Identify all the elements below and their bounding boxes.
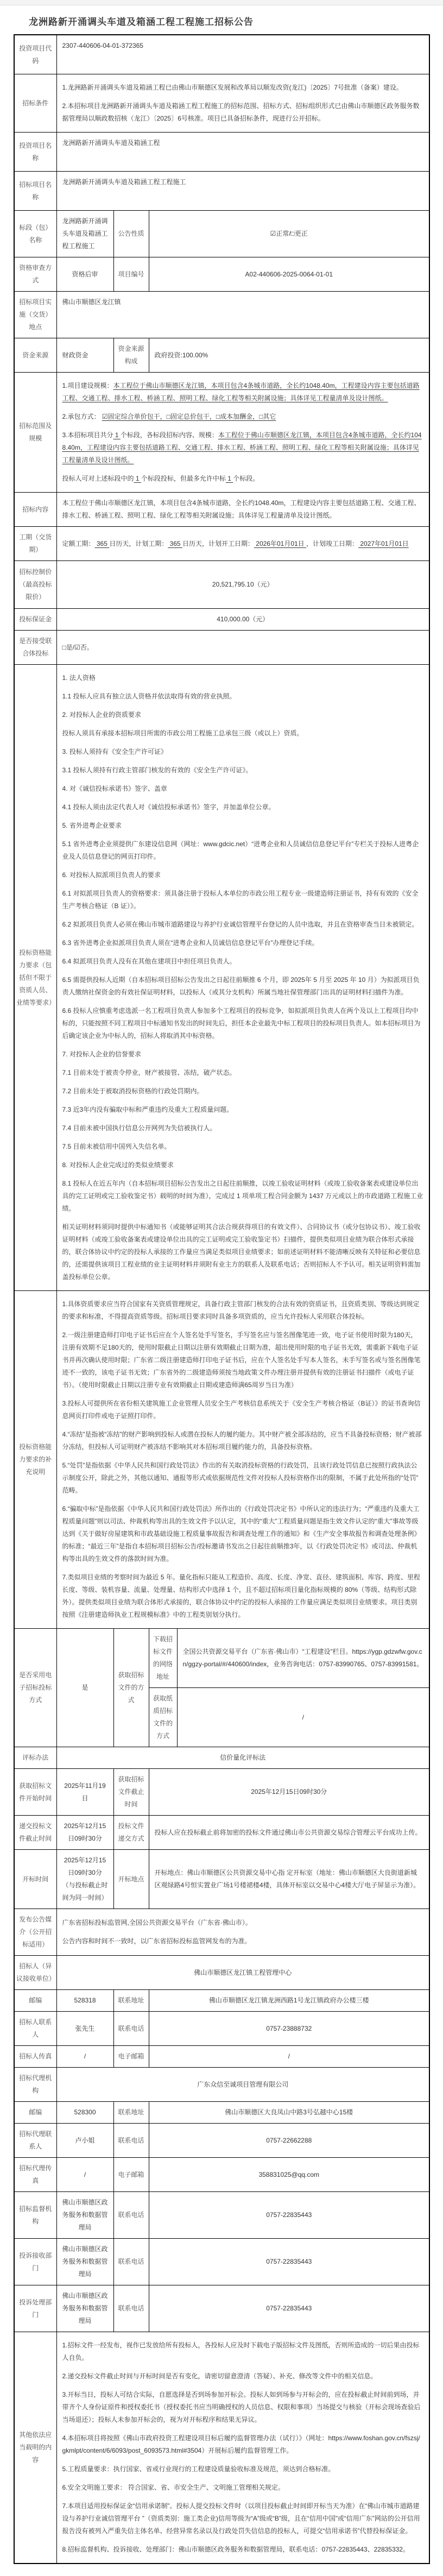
paragraph: 3.1 投标人须持有行政主管部门核发的有效的《安全生产许可证》。 <box>62 766 252 774</box>
paragraph: 6.4 拟派项目负责人没有在其他在建项目中担任项目负责人。 <box>62 958 236 965</box>
title-wrap <box>0 14 282 28</box>
paragraph: 广东省招标投标监管网,全国公共资源交易平台（广东省·佛山市）。 <box>62 1919 252 1926</box>
tenderer-address-label: 联系地址 <box>113 1990 149 2012</box>
project-code-label: 投资项目代码 <box>14 35 56 74</box>
location-value: 佛山市顺德区龙江镇 <box>56 292 429 338</box>
paragraph: 5.1 省外进粤企业须提供广东建设信息网（网址：www.gdcic.net）“进粤企业和人员诚信信息登记平台”专栏关于投标人进粤企业及人员信息登记的网页打印件。 <box>62 840 419 860</box>
complaint-handling-value: 佛山市顺德区政务服务和数据管理局 <box>56 2285 113 2332</box>
invest-name-value: 龙洲路新开涌调头车道及箱涵工程 <box>56 133 429 172</box>
text-segment: 2027年01月01日 <box>358 539 409 547</box>
paragraph: 4. 对《诚信投标承诺书》签字、盖章 <box>62 785 167 792</box>
complaint-receiving-label: 投诉接收部门 <box>14 2239 56 2285</box>
scope-value <box>56 373 429 493</box>
tender-conditions-label: 招标条件 <box>14 74 56 133</box>
document-start-value: 2025年11月19日 <box>56 1769 113 1816</box>
tenderer-value: 佛山市顺德区龙江镇工程管理中心 <box>56 1956 429 1990</box>
text-segment: 1 <box>225 475 233 482</box>
text-segment: 个标段投标，但最多允许中标 <box>141 475 226 482</box>
document-end-label: 获取招标文件截止时间 <box>113 1769 149 1816</box>
paragraph: 3.开标当日，投标人可结合实际，自愿选择是否到场参加开标会。投标人如到场参与开标会的，应在投标截止时间前到场，并带齐个人身份证原件和授权委托书（授权委托书应当明确授权的人员信息、权限和事项）当场提交与核验（开标会现场查验后当场退还）；投标人未参加开标会的，视为对开标程序和结果无异议。 <box>62 2391 421 2423</box>
row-deposit <box>14 609 429 631</box>
paragraph: 5.工程质量要求：执行国家、省或行业现行的工程建设质量验收标准及规范，须达到合格标准。 <box>62 2465 335 2473</box>
agency-postcode-value: 528300 <box>56 2102 113 2124</box>
paragraph: 6.6 投标人应慎重考虑选派一名工程项目负责人参加多个工程项目的投标竞争，如拟派项目负责人在两个及以上工程项目均中标的，只能按照不同工程项目中标通知书发出的时间先后，担任本企业最先中标工程项目的投标项目负责人。如本招标项目为后确定该企业为中标人的，招标人将取消其中标资格。 <box>62 1007 421 1040</box>
paragraph: 2.本招标项目龙洲路新开涌调头车道及箱涵工程工程施工的招标范围、招标方式、招标组织形式已由佛山市顺德区政务服务数据管理局以顺政数招核（龙江）〔2025〕6号核准。项目已具备招标条件，现进行公开招标。 <box>62 102 420 122</box>
row-electronic-bidding <box>14 1629 429 1688</box>
paragraph: 5.“处罚”是指依据《中华人民共和国行政处罚法》作出的有关取消投标资格的行政处罚，且该行政处罚信息已按照行政执法公示制度公开，除此之外，其他以通知、通报等形式或依据规范性文件对投标人投标资格作出的限制，不属于此处所指的“处罚”范畴。 <box>62 1462 419 1494</box>
deposit-value: 410,000.00（元） <box>56 609 429 631</box>
download-url-value: 全国公共资源交易平台（广东省·佛山市）“工程建设”栏目。https://ygp.gdzwfw.gov.cn/ggzy-portal/#/440600/index，业务咨询电话：0757-83990765、0757-83991581。 <box>177 1629 429 1688</box>
tenderer-phone-value: 0757-23888732 <box>149 2012 429 2046</box>
row-evaluation-method <box>14 1747 429 1769</box>
paragraph: 6.1 对拟派项目负责人的资格要求：须具备注册于投标人本单位的市政公用工程专业一级建造师注册证书，持有有效的《安全生产考核合格证（B 证）》。 <box>62 890 419 910</box>
row-tenderer-postcode <box>14 1990 429 2012</box>
project-number-label: 项目编号 <box>113 257 149 292</box>
control-price-value: 20,521,795.10（元） <box>56 561 429 609</box>
row-supervisor <box>14 2192 429 2239</box>
text-segment: 定额工期： <box>62 539 95 547</box>
paragraph: 4.本招标项目将按照《佛山市政府投资工程建设项目标后履约监督管理办法（试行）》（网址：https://www.foshan.gov.cn/fszsj/gkmlpt/content/6/6093/post_6093573.html#3504）开展标后履约监督管理工作。 <box>62 2434 420 2454</box>
paragraph: 7. 对投标人企业的信誉要求 <box>62 1050 141 1058</box>
tenderer-postcode-value: 528318 <box>56 1990 113 2012</box>
text-segment: 日历天，计划开工日期： <box>182 539 254 547</box>
row-opening <box>14 1850 429 1909</box>
tenderer-label: 招标人（异议接收单位） <box>14 1956 56 1990</box>
scope-paragraph-2 <box>62 411 424 423</box>
agency-value: 广东众信至诚项目管理有限公司 <box>56 2068 429 2102</box>
agency-phone-value: 0757-22662288 <box>149 2124 429 2158</box>
row-tenderer-fax <box>14 2046 429 2068</box>
row-control-price <box>14 561 429 609</box>
supervisor-label: 招标监督机构 <box>14 2192 56 2239</box>
paragraph: 2.递交投标文件截止时间与开标时间是否有变化，请密切留意澄清（答疑）、补充、修改等文件中的相关信息。 <box>62 2372 377 2380</box>
opening-time-value: 2025年12月15日09时30分（与投标截止时间为同一时间） <box>56 1850 113 1909</box>
electronic-bidding-value: 是 <box>56 1629 113 1747</box>
tenderer-email-label: 电子邮箱 <box>113 2046 149 2068</box>
agency-fax-value: / <box>56 2158 113 2192</box>
paragraph: 1. 法人资格 <box>62 674 96 682</box>
row-complaint-receiving <box>14 2239 429 2285</box>
paragraph: 6.3 省外进粤企业拟派项目负责人须在“进粤企业和人员诚信信息登记平台”办理登记手续。 <box>62 939 319 947</box>
content-label: 招标内容 <box>14 493 56 527</box>
row-consortium <box>14 631 429 665</box>
complaint-handling-phone-label: 联系电话 <box>113 2285 149 2332</box>
submit-deadline-value: 2025年12月15日09时30分 <box>56 1816 113 1850</box>
document-end-value: 2025年12月15日09时30分 <box>149 1769 429 1816</box>
invest-name-label: 投资项目名称 <box>14 133 56 172</box>
paragraph: 6.5 需提供投标人近期（自本招标项目招标公告发出之日起往前顺推 6 个月，即 2025年 5 月至 2025 年 10 月）为拟派项目负责人缴纳社保资金的有效社保证明材料，以投标人（或其分支机构）所属当地社保管理部门出具的证明材料扫描件为准。 <box>62 976 420 996</box>
duration-label: 工期（交货期） <box>14 527 56 561</box>
text-segment: 2026年01月01日 <box>254 539 307 547</box>
row-media <box>14 1909 429 1956</box>
paper-documents-label: 获取纸质招标文件的方式 <box>149 1688 177 1747</box>
text-segment: 2.承包方式： <box>62 413 102 420</box>
qualification-notes-value <box>56 1291 429 1629</box>
text-segment: 3.本招标项目共分 <box>62 431 113 439</box>
tender-name-label: 招标项目名称 <box>14 172 56 211</box>
text-segment: ☑固定综合单价包干，□固定总价包干，□成本加酬金，□其它 <box>102 413 276 420</box>
agency-email-label: 电子邮箱 <box>113 2158 149 2192</box>
funding-composition-label: 资金来源构成 <box>113 338 149 373</box>
tenderer-postcode-label: 邮编 <box>14 1990 56 2012</box>
text-segment: 1 <box>113 431 121 439</box>
tenderer-contact-label: 招标人联系人 <box>14 2012 56 2046</box>
paragraph: 8.1 投标人在近五年内（自本招标项目招标公告发出之日起往前顺推，以竣工验收证明材料（或竣工验收备案表或建设单位出具的完工证明或完工验收鉴定书）载明的时间为准），完成过 1 项单项工程合同金额为 1437 万元或以上的市政道路工程施工业绩。 <box>62 1180 423 1212</box>
paragraph: 1.龙洲路新开涌调头车道及箱涵工程已由佛山市顺德区发展和改革局以顺发改资(龙江)〔2025〕7号批准（备案）建设。 <box>62 84 403 91</box>
row-tenderer-contact <box>14 2012 429 2046</box>
qualification-requirements-value <box>56 665 429 1291</box>
agency-phone-label: 联系电话 <box>113 2124 149 2158</box>
row-qualification-method <box>14 257 429 292</box>
submit-method-label: 投标文件递交方式 <box>113 1816 149 1850</box>
paragraph: 2.一级注册建造师打印电子证书后应在个人签名处手写签名，手写签名应与签名图像笔迹一致，电子证书使用时限为180天，注册有效期不足180天的，使用时限截止日期以注册有效期截止日期为准，超出使用时限的电子证书无效，需重新下载电子证书并再次确认使用时限；广东省二级注册建造师打印电子证书后，应在个人签名处手写本人签名，未手写签名或与签名图像笔迹不一致的，该电子证书无效；广东省外的二级建造师须按当地政策文件办理注册并提供有效的注册证书扫描件（或电子证书）。（使用时限截止日期以注册专业有效期截止日期或建造师满65周岁当日为准） <box>62 1331 421 1389</box>
paragraph: 7.本项目适用投标保证金“信用承诺制”。投标人提交投标文件时（以项目投标截止时间即开标当天为准）在“佛山市城市道路建设与养护行业诚信管理平台 ”（资质类别：施工类企业)信用等级为“A”级或“B”级，且在“信用中国”或“信用广东”网站的公开信用报告没有被列入严重失信主体名单、经营异常名录以及行政处罚失信信息的投标人，可提交“信用承诺书”代替投标保证金。 <box>62 2502 420 2535</box>
paragraph: 6.2 拟派项目负责人必须在佛山市城市道路建设与养护行业诚信管理平台登记的人员中选取，并且在资格审查当日未被锁定。 <box>62 921 419 928</box>
paper-documents-value: / <box>177 1688 429 1747</box>
paragraph: 8. 对投标人企业完成过的类似业绩要求 <box>62 1161 174 1169</box>
consortium-label: 是否接受联合体投标 <box>14 631 56 665</box>
download-url-label: 下载招标文件的网络地址 <box>149 1629 177 1688</box>
paragraph: 2. 对投标人企业的资质要求 <box>62 711 141 719</box>
text-segment: 365 <box>94 539 110 547</box>
qualification-notes-label: 投标资格能力要求的补充说明 <box>14 1291 56 1629</box>
section-label: 标段（包）名称 <box>14 211 56 257</box>
scope-paragraph-4 <box>62 473 424 485</box>
paragraph: 3. 投标人须持有《安全生产许可证》 <box>62 748 167 755</box>
row-agency-fax <box>14 2158 429 2192</box>
complaint-receiving-value: 佛山市顺德区政务服务和数据管理局 <box>56 2239 113 2285</box>
agency-contact-value: 卢小姐 <box>56 2124 113 2158</box>
paragraph: 8.招标监督机构、投诉接收、处理部门：佛山市顺德区政务服务和数据管理局，联系电话：0757-22835443、22835332。 <box>62 2546 409 2553</box>
paragraph: 1.招标文件一经发布，视作已发放给所有投标人，各投标人应及时下载电子版招标文件及图纸，否则所造成的一切后果由投标人自负。 <box>62 2341 420 2361</box>
project-code-value: 2307-440606-04-01-372365 <box>56 35 429 74</box>
text-segment: ，计划竣工日期： <box>306 539 359 547</box>
complaint-handling-label: 投诉处理部门 <box>14 2285 56 2332</box>
paragraph: 6. 对投标人拟派项目负责人的要求 <box>62 871 161 879</box>
submit-method-value: 投标人应在投标截止前将加密的投标文件通过佛山市公共资源交易综合管理云平台成功上传。 <box>149 1816 429 1850</box>
evaluation-method-value: 信价量化评标法 <box>56 1747 429 1769</box>
text-segment: 投标人可对上述标段中的 <box>62 475 134 482</box>
row-funding <box>14 338 429 373</box>
row-agency-postcode <box>14 2102 429 2124</box>
consortium-value: □是/☑否。 <box>56 631 429 665</box>
media-value <box>56 1909 429 1956</box>
supervisor-value: 佛山市顺德区政务服务和数据管理局 <box>56 2192 113 2239</box>
agency-label: 招标代理机构 <box>14 2068 56 2102</box>
row-scope <box>14 373 429 493</box>
complaint-receiving-phone-value: 0757-22835443 <box>149 2239 429 2285</box>
paragraph: 5. 省外进粤企业要求 <box>62 822 122 829</box>
tenderer-fax-label: 招标人传真 <box>14 2046 56 2068</box>
row-tenderer <box>14 1956 429 1990</box>
paragraph: 4.1 投标人须由法定代表人对《诚信投标承诺书》签字，并加盖单位公章。 <box>62 803 275 811</box>
text-segment: 个标段。 <box>233 475 260 482</box>
row-section <box>14 211 429 257</box>
row-qualification-requirements <box>14 665 429 1291</box>
row-tender-conditions <box>14 74 429 133</box>
row-submit-deadline <box>14 1816 429 1850</box>
page-title: 龙洲路新开涌调头车道及箱涵工程工程施工招标公告 <box>29 17 254 27</box>
paragraph: 4.“冻结”是指被“冻结”的财产影响到投标人或潜在投标人的履约能力。其中财产被全部冻结的，应当不具备投标资格；财产被部分冻结，但投标人可证明财产被冻结不影响其对本招标项目履约能力的，具备投标资格。 <box>62 1431 422 1451</box>
obtain-documents-label: 获取招标文件的方式 <box>113 1629 149 1747</box>
supervisor-phone-value: 0757-22835443 <box>149 2192 429 2239</box>
document-start-label: 获取招标文件开始时间 <box>14 1769 56 1816</box>
scope-paragraph-1 <box>62 380 424 405</box>
agency-postcode-label: 邮编 <box>14 2102 56 2124</box>
row-project-code <box>14 35 429 74</box>
project-number-value: A02-440606-2025-0064-01-01 <box>149 257 429 292</box>
paragraph: 相关证明材料须同时提供中标通知书（或能够证明其合法合规获得项目的有效文件）、合同协议书（或分包协议书）、竣工验收证明材料（或竣工验收备案表或建设单位出具的完工证明或完工验收鉴定书）扫描件，提供类似项目业绩为联合体形式承接的，联合体协议中约定的投标人承接的工作量应当满足类似项目业绩要求；如前述证明材料不能清晰反映有关特征和必要信息的，还需提供该项目工程业绩的业主证明材料并须附有业主方的联系人及联系电话；否则招标人不予认可。相关证明资料需加盖投标单位公章。 <box>62 1223 421 1281</box>
row-invest-name <box>14 133 429 172</box>
agency-contact-label: 招标代理联系人 <box>14 2124 56 2158</box>
submit-deadline-label: 递交投标文件截止时间 <box>14 1816 56 1850</box>
other-content-label: 其他依法应当载明的内容 <box>14 2332 56 2564</box>
content-value: 本工程位于佛山市顺德区龙江镇，本项目包含4条城市道路，全长约1048.40m，工程建设内容主要包括道路工程、交通工程、排水工程、桥涵工程、照明工程、绿化工程等相关附属设施；具体详见工程量清单及设计图纸。 <box>56 493 429 527</box>
agency-address-value: 佛山市顺德区大良凤山中路3号弘越中心15楼 <box>149 2102 429 2124</box>
opening-place-label: 开标地点 <box>113 1850 149 1909</box>
complaint-receiving-phone-label: 联系电话 <box>113 2239 149 2285</box>
tender-conditions-value <box>56 74 429 133</box>
qualification-method-label: 资格审查方式 <box>14 257 56 292</box>
funding-label: 资金来源 <box>14 338 56 373</box>
notice-nature-label: 公告性质 <box>113 211 149 257</box>
funding-composition-value: 政府投资:100.00% <box>149 338 429 373</box>
tender-name-value: 龙洲路新开涌调头车道及箱涵工程工程施工 <box>56 172 429 211</box>
row-location <box>14 292 429 338</box>
text-segment: 本工程位于佛山市顺德区龙江镇，本项目包含4条城市道路，全长约1048.40m，工程建设内容主要包括道路工程、交通工程、排水工程、桥涵工程、照明工程、绿化工程等相关附属设施；具体详见工程量清单及设计图纸。 <box>62 431 422 464</box>
paragraph: 1.具体资质要求应当符合国家有关资质管理规定，具备行政主管部门核发的合法有效的资质证书，且资质类别、等级达到规定的要求和标准，不得提高资质等级。招标项目要求同时具备多项资质的，应当允许投标人采用联合体投标。 <box>62 1300 420 1320</box>
paragraph: 6.“骗取中标”是指依据《中华人民共和国行政处罚法》所作出的《行政处罚决定书》中所认定的违法行为；“严重违约及重大工程质量问题”则以司法、仲裁机构等出具的生效文件予以认定，其中的“重大”工程质量问题是指生效文件认定的“重大”事故等级达到《关于做好房屋建筑和市政基础设施工程质量事故报告和调查处理工作的通知》和《生产安全事故报告和调查处理条例》的标准；“最近三年”是指自本招标项目招标公告/投标邀请书发出之日起往前顺推3年，以《行政处罚决定书》或司法、仲裁机构等出具的生效文件的落款时间为准。 <box>62 1505 421 1563</box>
opening-place-value: 开标地点：佛山市顺德区公共资源交易中心指 定开标室（地址：佛山市顺德区大良街道新城 区观绿路4号恒实置业广场1号楼裙楼4楼，具体开标室以交易中心4楼大厅电子屏显示为准）。 <box>149 1850 429 1909</box>
duration-value <box>56 527 429 561</box>
text-segment: 本工程位于佛山市顺德区龙江镇，本项目包含4条城市道路，全长约1048.40m，工程建设内容主要包括道路工程、交通工程、排水工程、桥涵工程、照明工程、绿化工程等相关附属设施；具体详见工程量清单及设计图纸。 <box>62 382 420 402</box>
paragraph: 7.5 目前未被信用中国列入失信名单。 <box>62 1143 171 1150</box>
agency-fax-label: 招标代理传真 <box>14 2158 56 2192</box>
text-segment: 1.项目建设规模： <box>62 382 113 389</box>
location-label: 招标项目实施（交货）地点 <box>14 292 56 338</box>
text-segment: 365 <box>168 539 182 547</box>
text-segment: 个标段，各标段招标内容、规模： <box>120 431 218 439</box>
row-complaint-handling <box>14 2285 429 2332</box>
paragraph: 7.1 目前未处于被责令停业，财产被接管、冻结，破产状态。 <box>62 1069 236 1076</box>
electronic-bidding-label: 是否采用电子招标投标方式 <box>14 1629 56 1747</box>
paragraph: 7.2 目前未处于被取消投标资格的行政处罚期内。 <box>62 1087 204 1095</box>
tenderer-fax-value: / <box>56 2046 113 2068</box>
tenderer-email-value: / <box>149 2046 429 2068</box>
funding-value: 财政资金 <box>56 338 113 373</box>
tenderer-contact-value: 张先生 <box>56 2012 113 2046</box>
paragraph: 3.投标人可提供所在省份相关建筑施工企业管理人员安全生产考核信息系统关于《安全生产考核合格证（B证）》的证书查询信息网页打印件或电子证照打印件。 <box>62 1400 421 1420</box>
row-content <box>14 493 429 527</box>
row-other-content <box>14 2332 429 2564</box>
agency-email-value: 358831025@qq.com <box>149 2158 429 2192</box>
tenderer-address-value: 佛山市顺德区龙江镇龙洲西路1号龙江镇政府办公楼三楼 <box>149 1990 429 2012</box>
section-value: 龙洲路新开涌调头车道及箱涵工程工程施工 <box>56 211 113 257</box>
row-qualification-notes <box>14 1291 429 1629</box>
scope-paragraph-3 <box>62 429 424 467</box>
qualification-method-value: 资格后审 <box>56 257 113 292</box>
paragraph: 1.1 投标人应具有独立法人资格并依法取得有效的营业执照。 <box>62 692 236 700</box>
row-duration <box>14 527 429 561</box>
media-label: 发布公告媒介（公开招标适用） <box>14 1909 56 1956</box>
paragraph: 公告内容和时间不一致时，以广东省招标投标监管网发布的为准。 <box>62 1937 251 1945</box>
scope-label: 招标范围及规模 <box>14 373 56 493</box>
control-price-label: 招标控制价（最高投标限价） <box>14 561 56 609</box>
text-segment: 1 <box>134 475 141 482</box>
tenderer-phone-label: 联系电话 <box>113 2012 149 2046</box>
complaint-handling-phone-value: 0757-22835443 <box>149 2285 429 2332</box>
row-agency-contact <box>14 2124 429 2158</box>
paragraph: 7.3 近3年内没有骗取中标和严重违约及重大工程质量问题。 <box>62 1106 233 1113</box>
row-document-time <box>14 1769 429 1816</box>
opening-time-label: 开标时间 <box>14 1850 56 1909</box>
paragraph: 投标人须具有承接本招标项目所需的市政公用工程施工总承包三级（或以上）资质。 <box>62 729 303 737</box>
qualification-requirements-label: 投标资格能力要求（包括但不限于资质人员、业绩等要求） <box>14 665 56 1291</box>
paragraph: 7.4 目前未被中国执行信息公开网列为失信被执行人。 <box>62 1124 217 1132</box>
row-agency <box>14 2068 429 2102</box>
other-content-value <box>56 2332 429 2564</box>
tender-announcement-table <box>14 34 430 2564</box>
deposit-label: 投标保证金 <box>14 609 56 631</box>
page-top-strip <box>0 0 443 5</box>
text-segment: 日历天，计划工期： <box>109 539 168 547</box>
supervisor-phone-label: 联系电话 <box>113 2192 149 2239</box>
row-tender-name <box>14 172 429 211</box>
evaluation-method-label: 评标办法 <box>14 1747 56 1769</box>
notice-nature-value: ☑正常/□更正 <box>149 211 429 257</box>
agency-address-label: 联系地址 <box>113 2102 149 2124</box>
paragraph: 7.类似项目业绩的考察时间为最近 5 年。量化指标只能从工程造价、高度、长度、净宽、直径、建筑面积、库容、跨度、里程长度、等级、装机容量、流量、处理量、结构形式中选择 1 个，且不超过招标项目量化指标规模的 80%（等级、结构形式除外）。提供类似项目业绩为联合体形式承接的，联合体协议中约定的投标人承接的工作量应满足类似项目业绩要求。项目类别按照《注册建造师执业工程规模标准》中的工程类别划分执行。 <box>62 1573 420 1618</box>
paragraph: 6.安全文明施工要求： 符合国家、省、市安全生产、文明施工管理相关规定。 <box>62 2484 284 2491</box>
